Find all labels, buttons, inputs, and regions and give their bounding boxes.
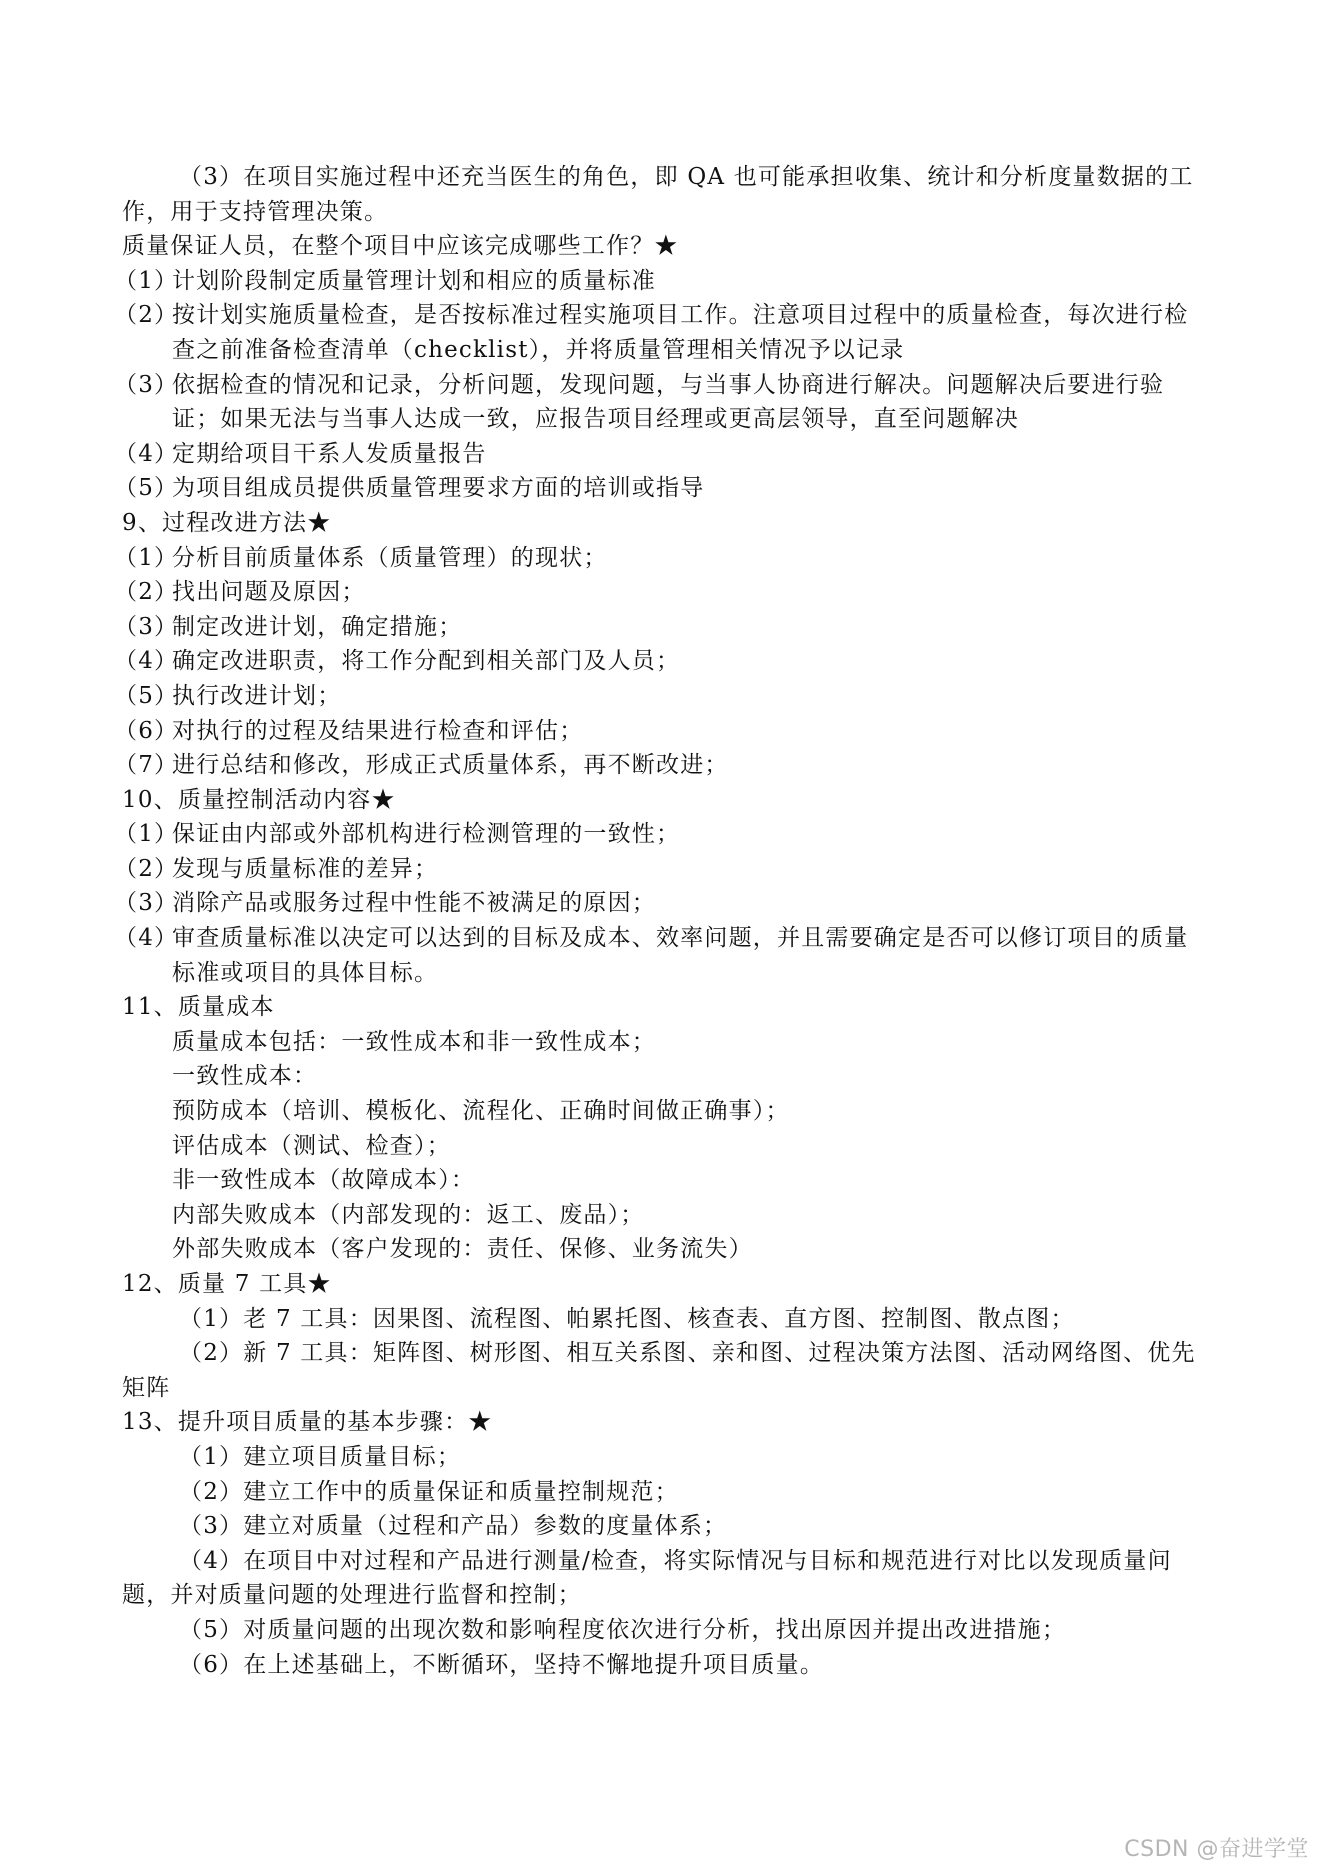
list-number: （4） — [114, 440, 179, 467]
list-text: 制定改进计划，确定措施； — [172, 613, 463, 640]
cost-line: 内部失败成本（内部发现的：返工、废品）； — [172, 1201, 645, 1228]
list-number: （7） — [114, 752, 179, 779]
heading-qa-duties: 质量保证人员，在整个项目中应该完成哪些工作？★ — [122, 233, 679, 260]
list-text: 定期给项目干系人发质量报告 — [172, 440, 487, 467]
tool-line: （2）新 7 工具：矩阵图、树形图、相互关系图、亲和图、过程决策方法图、活动网络图、优先矩阵 — [122, 1340, 1196, 1401]
list-number: （4） — [114, 925, 179, 952]
list-item — [114, 437, 1210, 472]
list-item — [114, 541, 1210, 576]
list-number: （6） — [114, 717, 179, 744]
list-number: （5） — [114, 682, 179, 709]
list-item — [114, 817, 1210, 852]
cost-line: 预防成本（培训、模板化、流程化、正确时间做正确事）； — [172, 1098, 790, 1125]
list-text: 进行总结和修改，形成正式质量体系，再不断改进； — [172, 752, 729, 779]
list-text: 消除产品或服务过程中性能不被满足的原因； — [172, 890, 656, 917]
list-number: （4） — [114, 648, 179, 675]
step-line: （1）建立项目质量目标； — [179, 1443, 462, 1470]
list-item — [114, 610, 1210, 645]
list-number: （3） — [114, 613, 179, 640]
list-item — [114, 644, 1210, 679]
list-item — [114, 852, 1210, 887]
list-number: （1） — [114, 821, 179, 848]
document-body — [114, 160, 1210, 1682]
list-text: 确定改进职责，将工作分配到相关部门及人员； — [172, 648, 681, 675]
list-number: （1） — [114, 267, 179, 294]
cost-line: 评估成本（测试、检查）； — [172, 1132, 451, 1159]
list-number: （3） — [114, 371, 179, 398]
heading-section-9: 9、过程改进方法★ — [122, 509, 332, 536]
list-number: （3） — [114, 890, 179, 917]
list-item — [114, 575, 1210, 610]
cost-line: 质量成本包括：一致性成本和非一致性成本； — [172, 1028, 656, 1055]
list-text: 分析目前质量体系（质量管理）的现状； — [172, 544, 608, 571]
step-line: （2）建立工作中的质量保证和质量控制规范； — [179, 1478, 679, 1505]
cost-line: 外部失败成本（客户发现的：责任、保修、业务流失） — [172, 1236, 753, 1263]
list-item — [114, 886, 1210, 921]
list-number: （5） — [114, 475, 179, 502]
list-text: 对执行的过程及结果进行检查和评估； — [172, 717, 584, 744]
list-number: （1） — [114, 544, 179, 571]
list-text: 找出问题及原因； — [172, 579, 366, 606]
list-text: 执行改进计划； — [172, 682, 342, 709]
step-line: （5）对质量问题的出现次数和影响程度依次进行分析，找出原因并提出改进措施； — [179, 1616, 1067, 1643]
heading-section-12: 12、质量 7 工具★ — [122, 1271, 332, 1297]
step-line: （6）在上述基础上，不断循环，坚持不懈地提升项目质量。 — [179, 1651, 825, 1678]
list-number: （2） — [114, 579, 179, 606]
heading-section-13: 13、提升项目质量的基本步骤：★ — [122, 1409, 493, 1436]
list-item — [114, 471, 1210, 506]
csdn-watermark: CSDN @奋进学堂 — [1124, 1837, 1309, 1862]
paragraph-qa-role: （3）在项目实施过程中还充当医生的角色，即 QA 也可能承担收集、统计和分析度量数据的工作，用于支持管理决策。 — [122, 164, 1194, 225]
list-item — [114, 368, 1210, 437]
step-line: （4）在项目中对过程和产品进行测量/检查，将实际情况与目标和规范进行对比以发现质量问题，并对质量问题的处理进行监督和控制； — [122, 1547, 1172, 1609]
list-item — [114, 298, 1210, 367]
list-text: 为项目组成员提供质量管理要求方面的培训或指导 — [172, 475, 705, 502]
list-item — [114, 921, 1210, 990]
list-item — [114, 714, 1210, 749]
heading-section-11: 11、质量成本 — [122, 994, 275, 1021]
list-number: （2） — [114, 855, 179, 882]
list-text: 保证由内部或外部机构进行检测管理的一致性； — [172, 821, 681, 848]
list-text: 计划阶段制定质量管理计划和相应的质量标准 — [172, 267, 656, 294]
list-text: 按计划实施质量检查，是否按标准过程实施项目工作。注意项目过程中的质量检查，每次进行检查之前准备检查清单（checklist），并将质量管理相关情况予以记录 — [172, 302, 1189, 363]
list-text: 依据检查的情况和记录，分析问题，发现问题，与当事人协商进行解决。问题解决后要进行验证；如果无法与当事人达成一致，应报告项目经理或更高层领导，直至问题解决 — [172, 371, 1165, 433]
list-item — [114, 264, 1210, 299]
list-text: 审查质量标准以决定可以达到的目标及成本、效率问题，并且需要确定是否可以修订项目的质量标准或项目的具体目标。 — [172, 925, 1189, 986]
list-item — [114, 748, 1210, 783]
tool-line: （1）老 7 工具：因果图、流程图、帕累托图、核查表、直方图、控制图、散点图； — [179, 1305, 1075, 1332]
list-number: （2） — [114, 302, 179, 329]
cost-line: 非一致性成本（故障成本）： — [172, 1167, 476, 1194]
list-item — [114, 679, 1210, 714]
list-text: 发现与质量标准的差异； — [172, 855, 439, 882]
heading-section-10: 10、质量控制活动内容★ — [122, 786, 396, 813]
cost-line: 一致性成本： — [172, 1063, 318, 1090]
step-line: （3）建立对质量（过程和产品）参数的度量体系； — [179, 1513, 728, 1540]
